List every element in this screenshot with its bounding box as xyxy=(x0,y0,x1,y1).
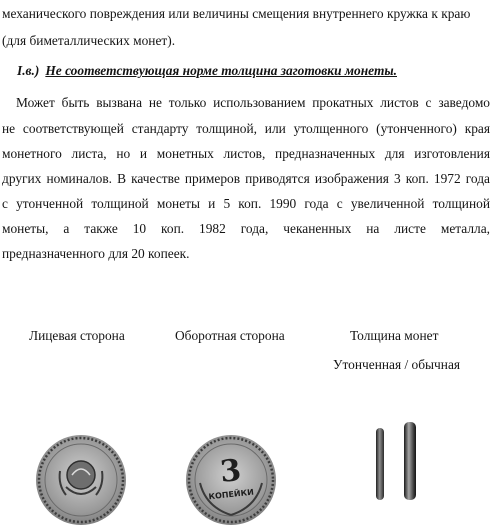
section-title: Не соответствующая норме толщина заготовки монеты. xyxy=(45,63,397,78)
normal-coin-edge xyxy=(404,422,416,500)
paragraph-line-3: монетного листа, но и монетных листов, предназначенных для изготовления xyxy=(2,146,490,161)
section-number: I.в.) xyxy=(17,63,40,78)
section-heading xyxy=(17,63,397,79)
coin-denomination: 3 xyxy=(218,453,243,491)
text-line-1: механического повреждения или величины смещения внутреннего кружка к краю xyxy=(2,6,471,21)
coin-denomination-word: КОПЕЙКИ xyxy=(208,487,255,502)
obverse-label: Лицевая сторона xyxy=(29,328,125,343)
paragraph-line-4: других номиналов. В качестве примеров приводятся изображения 3 коп. 1972 года xyxy=(2,171,490,186)
thin-coin-edge xyxy=(376,428,384,500)
paragraph-line-6: монеты, а также 10 коп. 1982 года, чеканенных на листе металла, xyxy=(2,221,490,236)
paragraph-line-7: предназначенного для 20 копеек. xyxy=(2,246,190,261)
text-line-2: (для биметаллических монет). xyxy=(2,33,176,48)
paragraph-line-1: Может быть вызвана не только использованием прокатных листов с заведомо xyxy=(16,95,490,110)
paragraph-line-2: не соответствующей стандарту толщиной, или утолщенного (утонченного) края xyxy=(2,121,490,136)
reverse-coin-icon xyxy=(186,435,276,525)
thin-normal-label: Утонченная / обычная xyxy=(333,357,461,372)
thickness-label: Толщина монет xyxy=(350,328,439,343)
paragraph-line-5: с утонченной толщиной монеты и 5 коп. 1990 года с увеличенной толщиной xyxy=(2,196,490,211)
obverse-coin-icon xyxy=(36,435,126,525)
reverse-label: Оборотная сторона xyxy=(175,328,285,343)
